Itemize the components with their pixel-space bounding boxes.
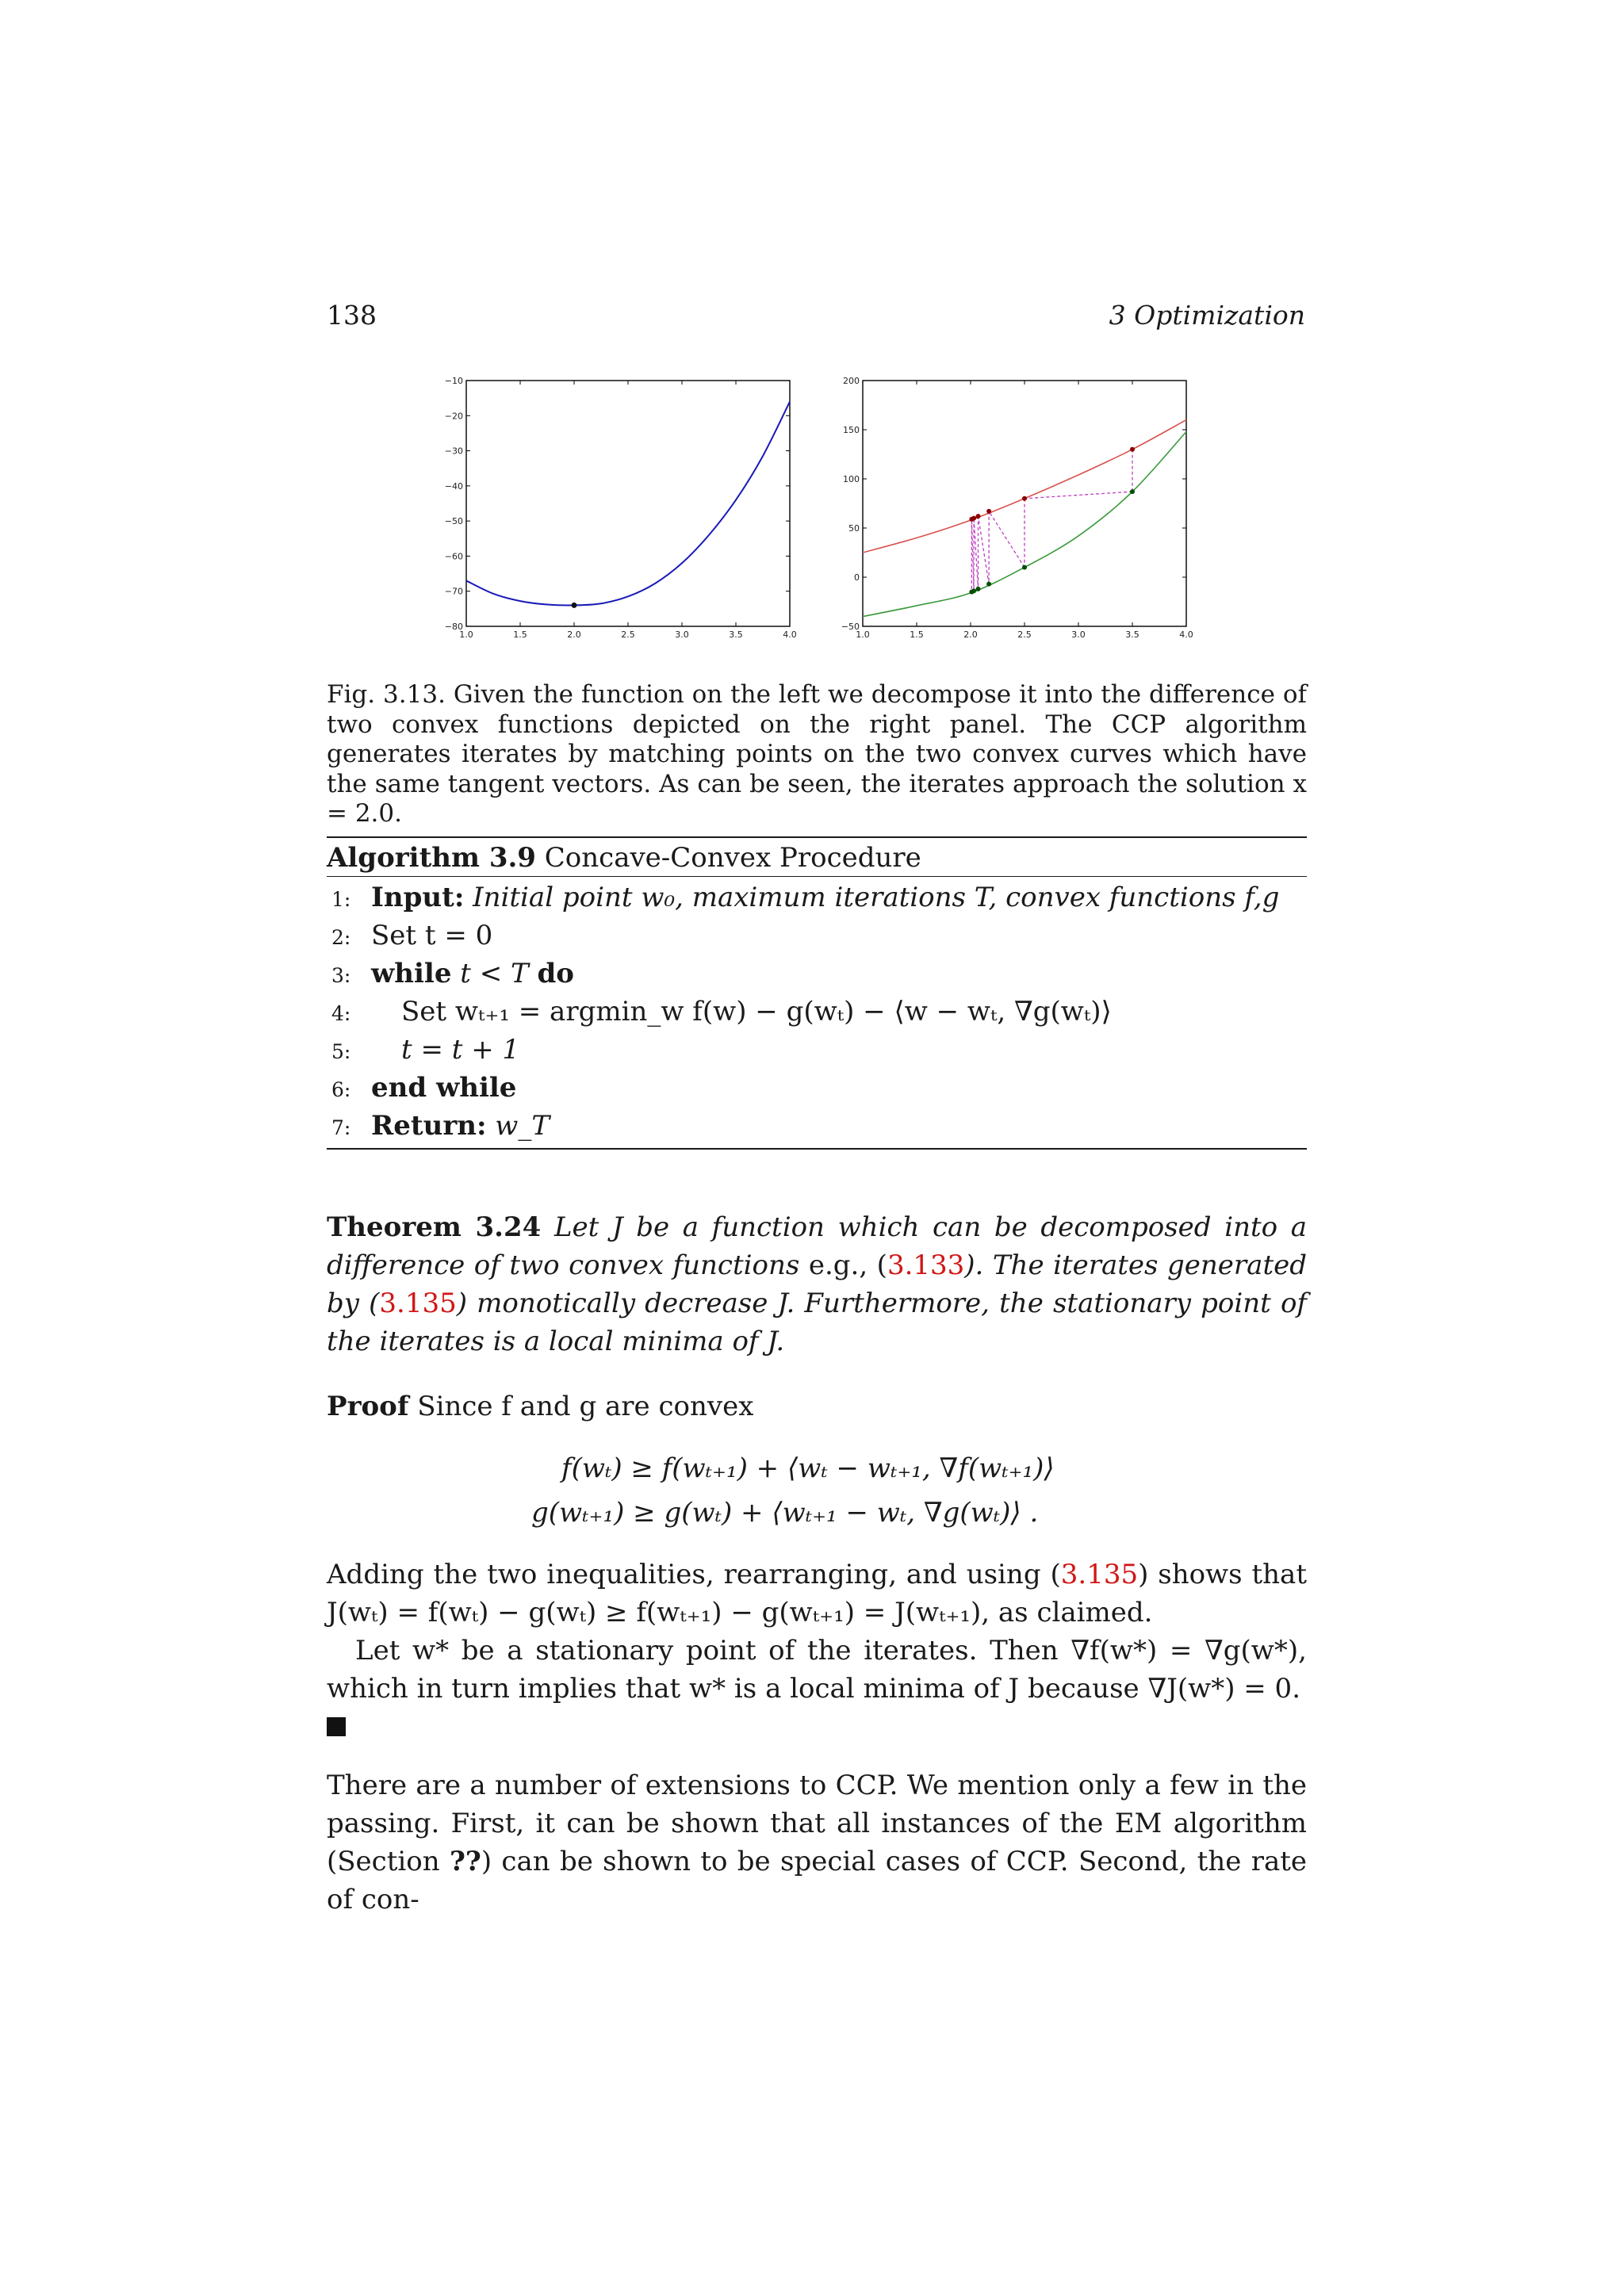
line-keyword: while: [371, 958, 452, 989]
x-tick-label: 3.5: [729, 629, 743, 640]
iterate-point-f: [1130, 447, 1135, 452]
qed-square-icon: [327, 1717, 346, 1736]
y-tick-label: 200: [843, 376, 860, 386]
y-tick-label: 100: [843, 474, 860, 484]
figure-caption: [327, 680, 1307, 829]
algorithm-line: [327, 1107, 1307, 1145]
x-tick-label: 4.0: [1179, 629, 1193, 640]
y-tick-label: 0: [854, 572, 860, 583]
line-text: t < T: [451, 958, 538, 989]
theorem-label: Theorem 3.24: [327, 1211, 542, 1243]
line-keyword-do: do: [537, 958, 574, 989]
line-number: 1:: [331, 888, 351, 911]
iterate-point-g: [986, 582, 991, 587]
y-tick-label: −50: [444, 516, 463, 527]
proof-stationary: Let w* be a stationary point of the iterates. Then ∇f(w*) = ∇g(w*), which in turn implies that w* is a local minima of J because ∇J(w*) = 0.: [327, 1635, 1307, 1705]
x-tick-label: 1.5: [910, 629, 924, 640]
y-tick-label: −20: [444, 411, 463, 422]
equation-f-inequality: f(wₜ) ≥ f(wₜ₊₁) + ⟨wₜ − wₜ₊₁, ∇f(wₜ₊₁)⟩: [561, 1452, 1055, 1484]
y-tick-label: −40: [444, 480, 463, 492]
algorithm-line: [327, 916, 1307, 955]
extensions-paragraph: [327, 1766, 1307, 1919]
function-curve: [466, 402, 790, 606]
right-chart-svg: [825, 371, 1193, 640]
running-head: 3 Optimization: [1109, 300, 1305, 331]
line-text: Set wₜ₊₁ = argmin_w f(w) − g(wₜ) − ⟨w − wₜ, ∇g(wₜ)⟩: [401, 996, 1112, 1027]
x-tick-label: 1.0: [459, 629, 473, 640]
convex-curve-g: [863, 431, 1186, 616]
algorithm-bottom-rule: [327, 1148, 1307, 1150]
y-tick-label: −60: [444, 551, 463, 562]
caption-text: Given the function on the left we decompose it into the difference of two convex functions depicted on the right panel. The CCP algorithm generates iterates by matching points on the two convex curves which have the same tangent vectors. As can be seen, the iterates approach the solution x = 2.0.: [327, 680, 1307, 828]
theorem-3-24: [327, 1208, 1307, 1360]
theorem-text: ) monotically decrease J. Furthermore, the stationary point of the iterates is a local minima of J.: [327, 1288, 1307, 1357]
y-tick-label: −80: [444, 622, 463, 632]
algorithm-line: [327, 993, 1307, 1031]
line-text: Initial point w₀, maximum iterations T, convex functions f,g: [464, 882, 1280, 913]
plot-frame: [863, 381, 1186, 626]
iterate-point-g: [976, 587, 981, 591]
equation-g-inequality: g(wₜ₊₁) ≥ g(wₜ) + ⟨wₜ₊₁ − wₜ, ∇g(wₜ)⟩ .: [531, 1497, 1039, 1529]
y-tick-label: −30: [444, 446, 463, 457]
x-tick-label: 4.0: [783, 629, 797, 640]
line-keyword: end while: [371, 1072, 517, 1104]
x-tick-label: 3.5: [1125, 629, 1139, 640]
algorithm-title: [327, 838, 1307, 876]
iterate-step-line: [989, 511, 1025, 568]
figure-right-convex-decomposition: [825, 371, 1193, 640]
line-number: 4:: [331, 1002, 351, 1025]
proof-label: Proof: [327, 1391, 409, 1422]
line-keyword: Return:: [371, 1110, 487, 1142]
iterate-point-g: [1022, 565, 1027, 570]
line-text: w_T: [486, 1110, 550, 1142]
y-tick-label: −10: [444, 376, 463, 386]
theorem-text: Let J be a function which can be decomposed into a difference of two convex functions: [327, 1211, 1307, 1281]
iterate-point-f: [986, 509, 991, 514]
equation-ref-link[interactable]: 3.135: [379, 1288, 457, 1319]
x-tick-label: 2.5: [1017, 629, 1032, 640]
theorem-text: ). The iterates generated by (: [327, 1249, 1307, 1319]
theorem-eg: e.g., (: [808, 1249, 887, 1281]
proof-body: [327, 1556, 1307, 1708]
y-tick-label: −70: [444, 586, 463, 597]
iterate-point-f: [976, 514, 981, 519]
line-number: 7:: [331, 1116, 351, 1139]
equation-ref-link[interactable]: 3.133: [887, 1249, 965, 1281]
iterate-point-f: [969, 517, 974, 522]
extensions-text: There are a number of extensions to CCP. We mention only a few in the passing. First, it can be shown that all instances of the EM algorithm (Section: [327, 1770, 1307, 1877]
algorithm-name: Concave-Convex Procedure: [535, 842, 921, 874]
y-tick-label: −50: [841, 622, 860, 632]
x-tick-label: 2.0: [963, 629, 978, 640]
extensions-text: ) can be shown to be special cases of CCP. Second, the rate of con-: [327, 1846, 1308, 1915]
plot-frame: [466, 381, 790, 626]
proof-intro: [327, 1387, 1307, 1425]
iterate-step-line: [1025, 492, 1132, 499]
iterate-point-g: [969, 590, 974, 595]
line-number: 5:: [331, 1040, 351, 1063]
algorithm-line: [327, 1031, 1307, 1069]
proof-intro-text: Since f and g are convex: [408, 1391, 754, 1422]
left-chart-svg: [428, 371, 797, 640]
algorithm-label: Algorithm 3.9: [327, 842, 536, 874]
equation-ref-link[interactable]: 3.135: [1060, 1559, 1139, 1590]
x-tick-label: 3.0: [1071, 629, 1086, 640]
line-text: Set t = 0: [371, 920, 493, 951]
x-tick-label: 2.5: [621, 629, 635, 640]
y-tick-label: 150: [843, 425, 860, 435]
iterate-point-f: [1022, 496, 1027, 501]
algorithm-line: [327, 955, 1307, 993]
x-tick-label: 1.5: [513, 629, 527, 640]
algorithm-lines: [327, 877, 1307, 1148]
figure-left-function: [428, 371, 797, 640]
proof-text: ) shows that J(wₜ) = f(wₜ) − g(wₜ) ≥ f(wₜ₊₁) − g(wₜ₊₁) = J(wₜ₊₁), as claimed.: [327, 1559, 1307, 1628]
x-tick-label: 3.0: [675, 629, 689, 640]
line-keyword: Input:: [371, 882, 465, 913]
y-tick-label: 50: [848, 523, 860, 534]
iterate-point-g: [1130, 489, 1135, 494]
line-number: 6:: [331, 1078, 351, 1101]
algorithm-line: [327, 1069, 1307, 1107]
minimum-point: [572, 603, 577, 608]
algorithm-line: [327, 878, 1307, 916]
line-number: 2:: [331, 926, 351, 949]
algorithm-box: [327, 836, 1307, 1150]
iterate-step-line: [974, 519, 978, 589]
section-ref: ??: [449, 1846, 481, 1877]
x-tick-label: 2.0: [567, 629, 581, 640]
proof-text: Adding the two inequalities, rearranging, and using (: [327, 1559, 1061, 1590]
caption-label: Fig. 3.13.: [327, 680, 446, 709]
iterate-step-line: [979, 516, 990, 584]
line-text: t = t + 1: [401, 1034, 520, 1066]
x-tick-label: 1.0: [856, 629, 870, 640]
page-number: 138: [327, 300, 377, 331]
line-number: 3:: [331, 964, 351, 987]
